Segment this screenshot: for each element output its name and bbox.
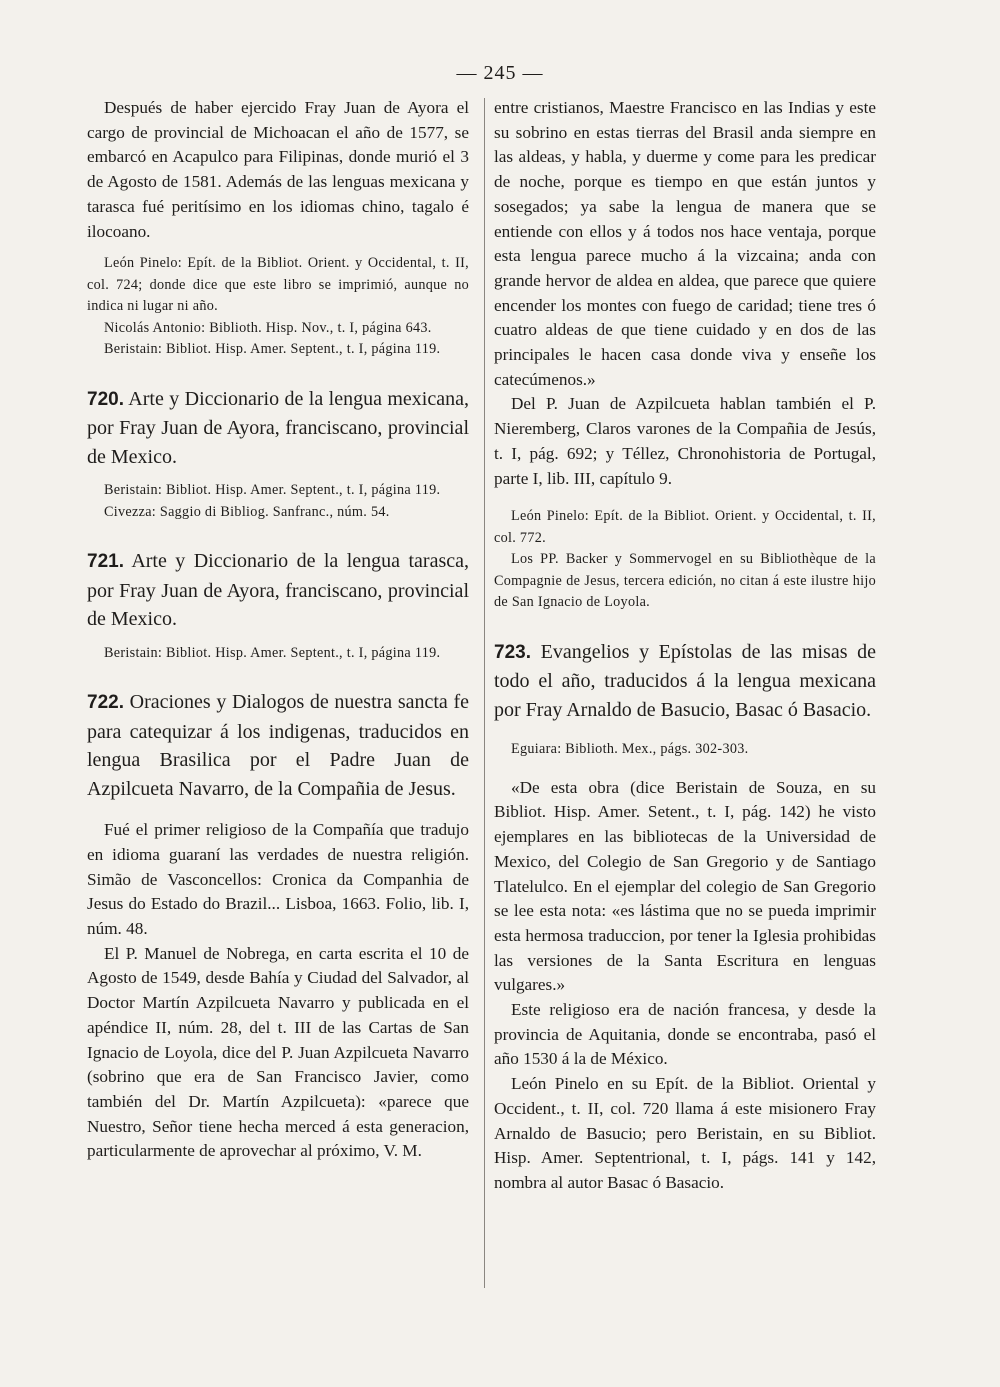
paragraph: Este religioso era de nación francesa, y desde la provincia de Aquitania, donde se encontraba, pasó el año 1530 á la de México. xyxy=(494,1000,876,1069)
entry-title: Oraciones y Dialogos de nuestra sancta fe para catequizar á los indigenas, traducidos en lengua Brasilica por el Padre Juan de Azpilcueta Navarro, de la Compañia de Jesus. xyxy=(87,691,469,800)
reference: León Pinelo: Epít. de la Bibliot. Orient. y Occidental, t. II, col. 724; donde dice que este libro se imprimió, aunque no indica ni lugar ni año. xyxy=(87,255,469,315)
entry-title: Arte y Diccionario de la lengua tarasca, por Fray Juan de Ayora, franciscano, provincial de Mexico. xyxy=(87,550,469,631)
entry-720 xyxy=(87,385,469,472)
paragraph: Después de haber ejercido Fray Juan de Ayora el cargo de provincial de Michoacan el año de 1577, se embarcó en Acapulco para Filipinas, donde murió el 3 de Agosto de 1581. Además de las lenguas mexicana y tarasca fué peritísimo en los idiomas chino, tagalo é ilocoano. xyxy=(87,98,469,241)
entry-number: 721. xyxy=(87,551,124,573)
reference: Los PP. Backer y Sommervogel en su Bibliothèque de la Compagnie de Jesus, tercera edición, no citan á este ilustre hijo de San Ignacio de Loyola. xyxy=(494,551,876,611)
reference: Nicolás Antonio: Biblioth. Hisp. Nov., t. I, página 643. xyxy=(104,319,432,336)
entry-number: 720. xyxy=(87,388,124,410)
reference: Beristain: Bibliot. Hisp. Amer. Septent., t. I, página 119. xyxy=(104,482,441,499)
entry-722 xyxy=(87,688,469,803)
paragraph: Del P. Juan de Azpilcueta hablan también el P. Nieremberg, Claros varones de la Compañia de Jesús, t. I, pág. 692; y Téllez, Chronohistoria de Portugal, parte I, lib. III, capítulo 9. xyxy=(494,394,876,488)
reference: Beristain: Bibliot. Hisp. Amer. Septent., t. I, página 119. xyxy=(104,644,441,661)
entry-title: Arte y Diccionario de la lengua mexicana, por Fray Juan de Ayora, franciscano, provincial de Mexico. xyxy=(87,387,469,468)
reference: León Pinelo: Epít. de la Bibliot. Orient. y Occidental, t. II, col. 772. xyxy=(494,508,876,546)
paragraph: León Pinelo en su Epít. de la Bibliot. Oriental y Occident., t. II, col. 720 llama á este misionero Fray Arnaldo de Basucio; pero Beristain, en su Bibliot. Hisp. Amer. Septentrional, t. I, págs. 141 y 142, nombra al autor Basac ó Basacio. xyxy=(494,1074,876,1192)
entry-number: 722. xyxy=(87,692,124,714)
entry-721 xyxy=(87,547,469,634)
page-number: — 245 — xyxy=(456,62,544,84)
left-column xyxy=(87,96,469,1164)
reference: Civezza: Saggio di Bibliog. Sanfranc., núm. 54. xyxy=(104,503,390,520)
reference: Beristain: Bibliot. Hisp. Amer. Septent., t. I, página 119. xyxy=(104,341,441,358)
right-column xyxy=(494,96,876,1196)
paragraph: El P. Manuel de Nobrega, en carta escrita el 10 de Agosto de 1549, desde Bahía y Ciudad del Salvador, al Doctor Martín Azpilcueta Navarro y publicada en el apéndice II, núm. 28, del t. III de las Cartas de San Ignacio de Loyola, dice del P. Juan Azpilcueta Navarro (sobrino que era de San Francisco Javier, como también del Dr. Martín Azpilcueta): «parece que Nuestro, Señor tiene hecha merced á esta generacion, particularmente de aprovechar al próximo, V. M. xyxy=(87,943,469,1161)
paragraph: Fué el primer religioso de la Compañía que tradujo en idioma guaraní las verdades de nuestra religión. Simão de Vasconcellos: Cronica da Companhia de Jesus do Estado do Brazil... Lisboa, 1663. Folio, lib. I, núm. 48. xyxy=(87,820,469,939)
paragraph: entre cristianos, Maestre Francisco en las Indias y este su sobrino en estas tierras del Brasil anda siempre en las aldeas, y habla, y duerme y come para les predicar de noche, porque es tiempo en que están juntos y sosegados; ya sabe la lengua de manera que se entiende con ellos y á todos nos hace ventaja, porque esta lengua parece mucho á la vizcaina; anda con grande hervor de aldea en aldea, que parece que quiere encender los montes con fuego de caridad; tiene tres ó cuatro aldeas de que tiene cuidado y en dos de las principales le hacen casa donde viva y enseñe los catecúmenos.» xyxy=(494,98,876,389)
reference: Eguiara: Biblioth. Mex., págs. 302-303. xyxy=(511,741,749,758)
entry-723 xyxy=(494,638,876,725)
paragraph: «De esta obra (dice Beristain de Souza, en su Bibliot. Hisp. Amer. Setent., t. I, pág. 142) he visto ejemplares en las bibliotecas de la Universidad de Mexico, del Colegio de San Gregorio y de Santiago Tlatelulco. En el ejemplar del colegio de San Gregorio se lee esta nota: «es lástima que no se pueda imprimir esta hermosa traduccion, por tener la Iglesia prohibidas las versiones de la Santa Escritura en lenguas vulgares.» xyxy=(494,777,876,995)
column-divider xyxy=(484,98,485,1288)
entry-title: Evangelios y Epístolas de las misas de todo el año, traducidos á la lengua mexicana por Fray Arnaldo de Basucio, Basac ó Basacio. xyxy=(494,640,876,721)
entry-number: 723. xyxy=(494,641,531,663)
